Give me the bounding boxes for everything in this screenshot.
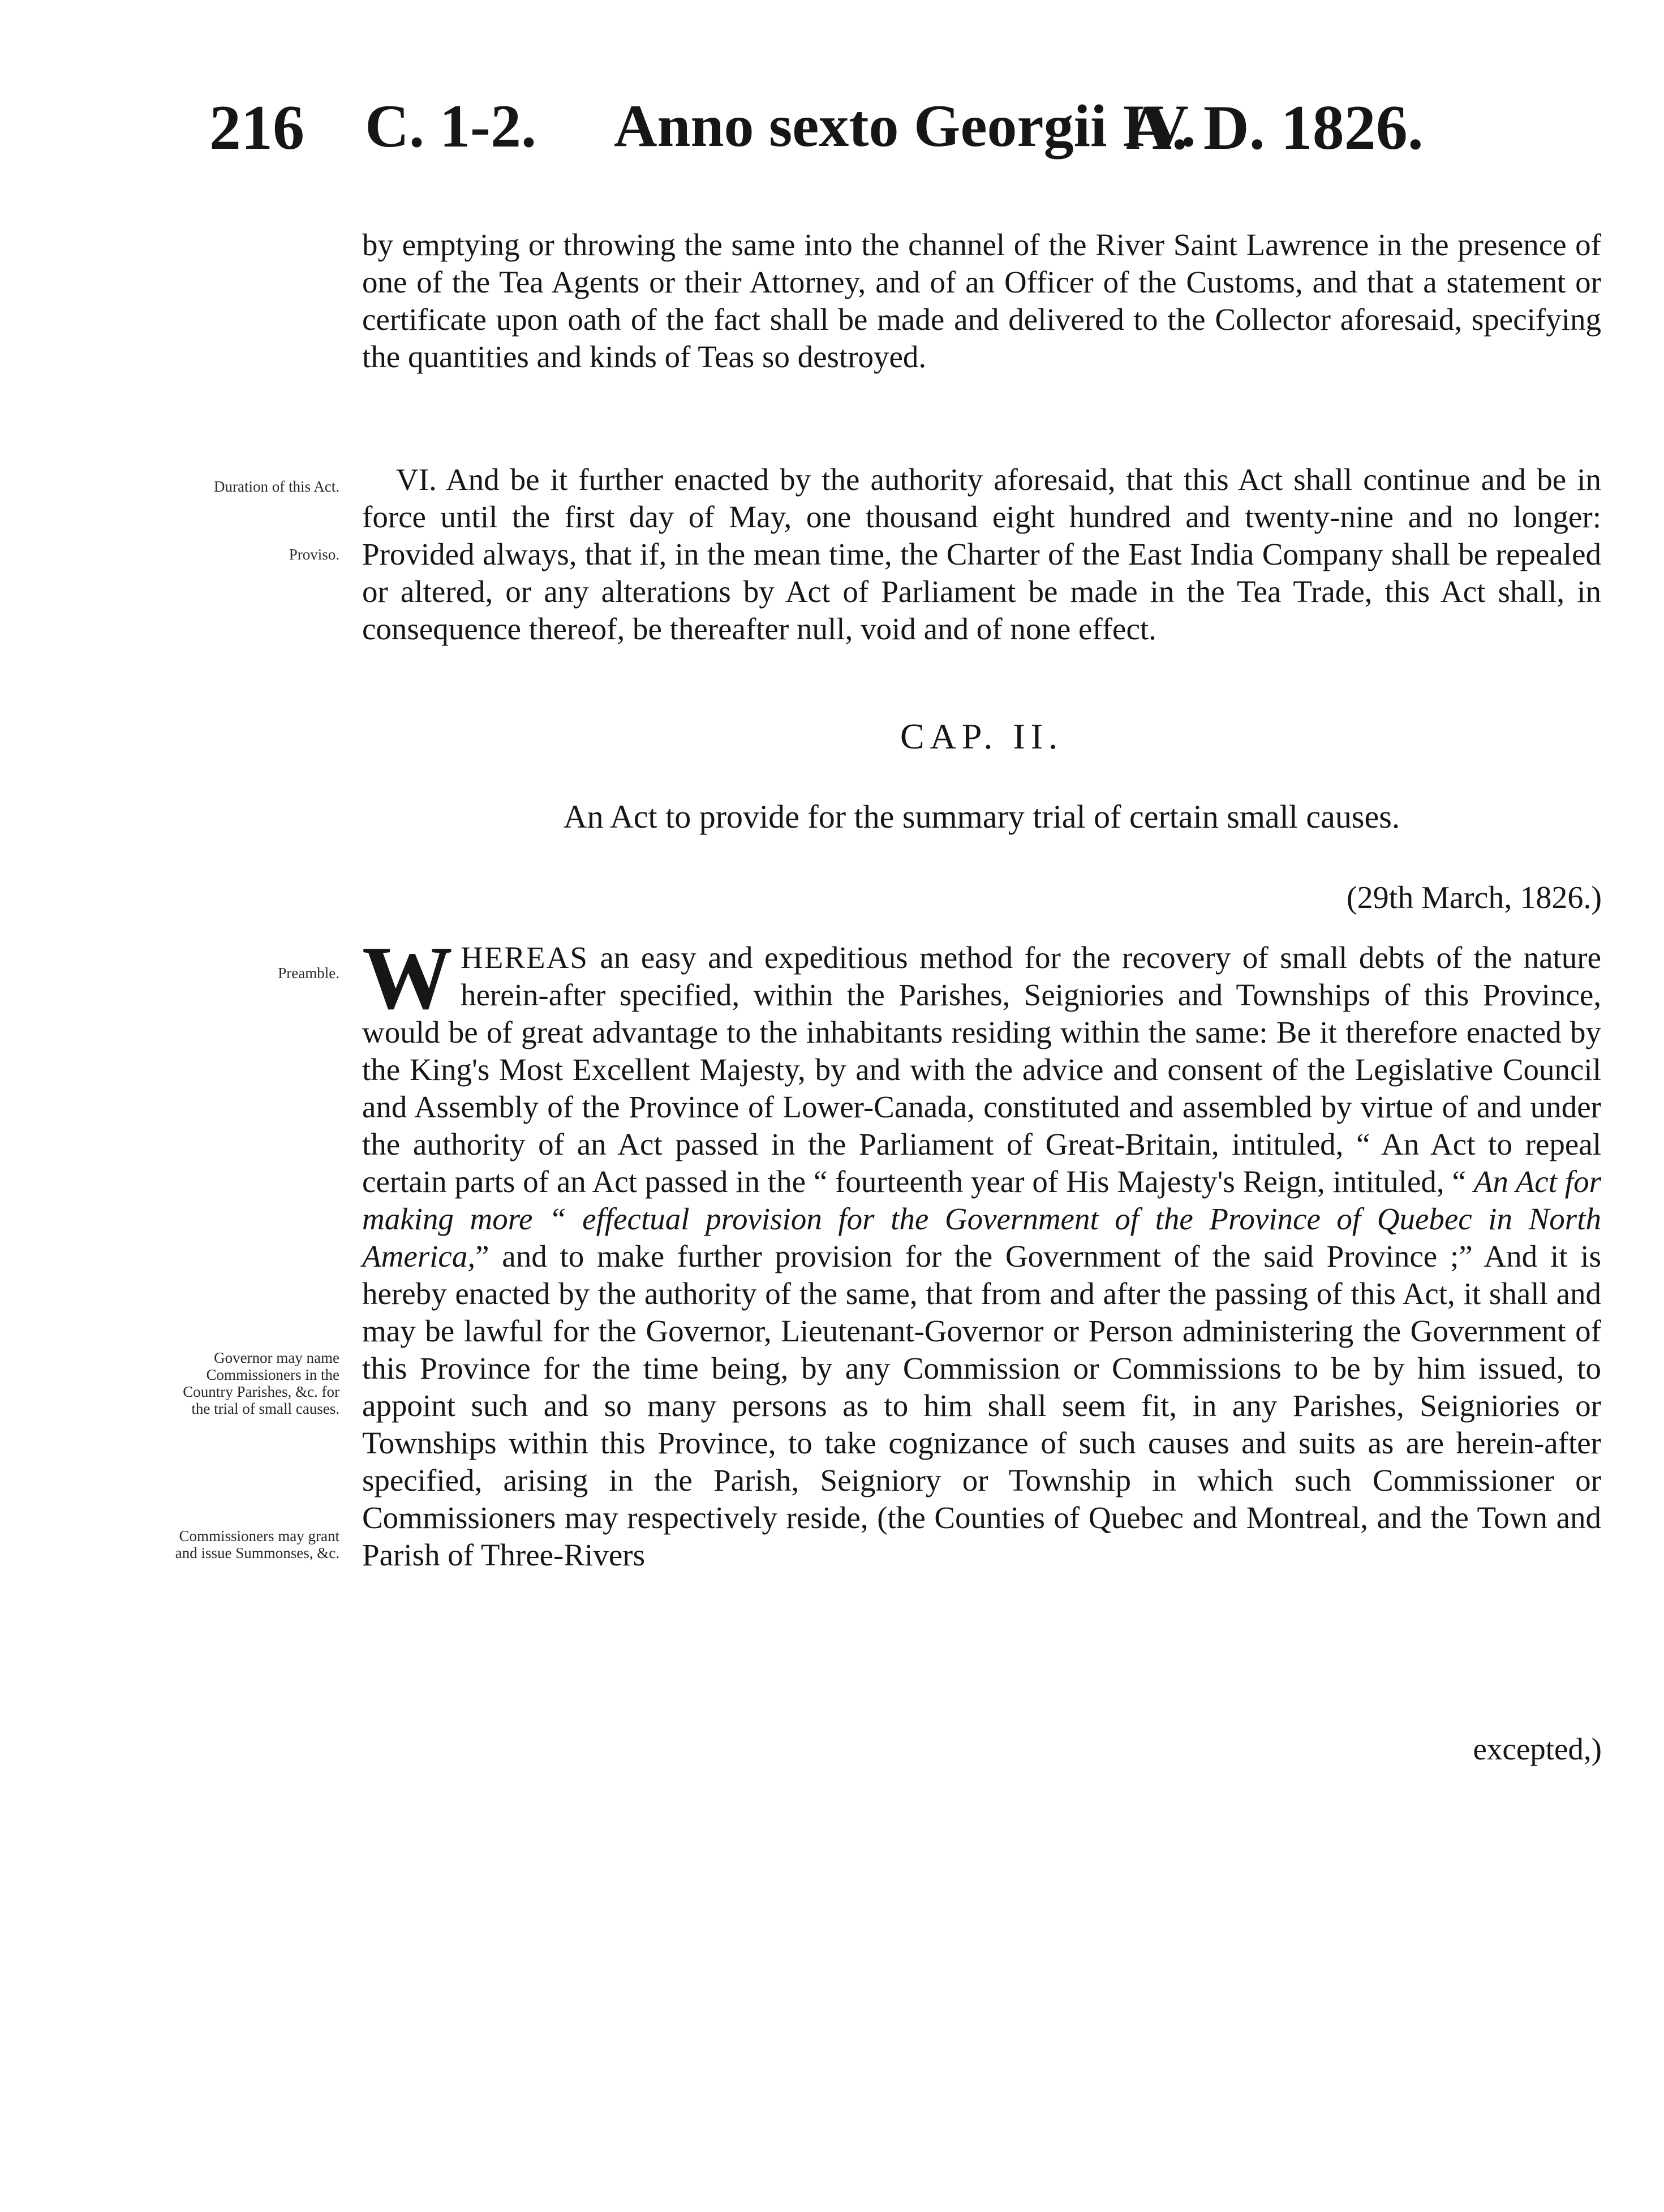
anno-domini-year: A. D. 1826. [1126,93,1424,163]
margin-note-preamble: Preamble. [278,965,339,982]
act-title: An Act to provide for the summary trial of certain small causes. [563,798,1400,835]
preamble-text-part-1: an easy and expeditious method for the recovery of small debts of the nature herein-after specified, within the Parishes, Seigniories and Townships of this Province, would be of great advantage to the inhabitants residing within the same: Be it therefore enacted by the King's Most Excellent Majesty, by and with the advice and consent of the Legislative Council and Assembly of the Province of Lower-Canada, constituted and assembled by virtue of and under the authority of an Act passed in the Parliament of Great-Britain, intituled, “ An Act to repeal certain parts of an Act passed in the “ fourteenth year of His Majesty's Reign, intituled, “ [362,940,1601,1199]
margin-note-commissioners: Commissioners may grant and issue Summonses, &c. [175,1527,339,1561]
act-date: (29th March, 1826.) [1346,880,1602,915]
page-number: 216 [209,93,304,163]
running-header [209,93,1601,192]
preamble-opening-word: HEREAS [461,940,588,975]
drop-cap: W [362,927,453,1028]
margin-note-governor: Governor may name Commissioners in the Country Parishes, &c. for the trial of small causes. [183,1349,339,1417]
preamble-paragraph [362,927,1601,1574]
continuation-paragraph: by emptying or throwing the same into the channel of the River Saint Lawrence in the presence of one of the Tea Agents or their Attorney, and of an Officer of the Customs, and that a statement or certificate upon oath of the fact shall be made and delivered to the Collector aforesaid, specifying the quantities and kinds of Teas so destroyed. [362,227,1601,374]
catchword: excepted,) [1473,1732,1602,1766]
section-vi-paragraph: VI. And be it further enacted by the authority aforesaid, that this Act shall continue and be in force until the first day of May, one thousand eight hundred and twenty-nine and no longer: Provided always, that if, in the mean time, the Charter of the East India Company shall be repealed or altered, or any alterations by Act of Parliament be made in the Tea Trade, this Act shall, in consequence thereof, be thereafter null, void and of none effect. [362,462,1601,646]
cap-heading: CAP. II. [900,716,1064,756]
preamble-text-part-2: ” and to make further provision for the Government of the said Province ;” And it is hereby enacted by the authority of the same, that from and after the passing of this Act, it shall and may be lawful for the Governor, Lieutenant-Governor or Person administering the Government of this Province for the time being, by any Commission or Commissions to be by him issued, to appoint such and so many persons as to him shall seem fit, in any Parishes, Seigniories or Townships within this Province, to take cognizance of such causes and suits as are herein-after specified, arising in the Parish, Seigniory or Township in which such Commissioner or Commissioners may respectively reside, (the Counties of Quebec and Montreal, and the Town and Parish of Three-Rivers [362,1239,1601,1572]
preamble-italic-title: An Act for making more “ effectual provision for the Government of the Province of Quebec in North America, [362,1164,1601,1273]
margin-note-duration: Duration of this Act. [214,478,339,495]
margin-note-proviso: Proviso. [289,546,339,563]
chapter-reference: C. 1-2. [365,93,536,160]
regnal-year: Anno sexto Georgii IV. [614,93,1196,159]
